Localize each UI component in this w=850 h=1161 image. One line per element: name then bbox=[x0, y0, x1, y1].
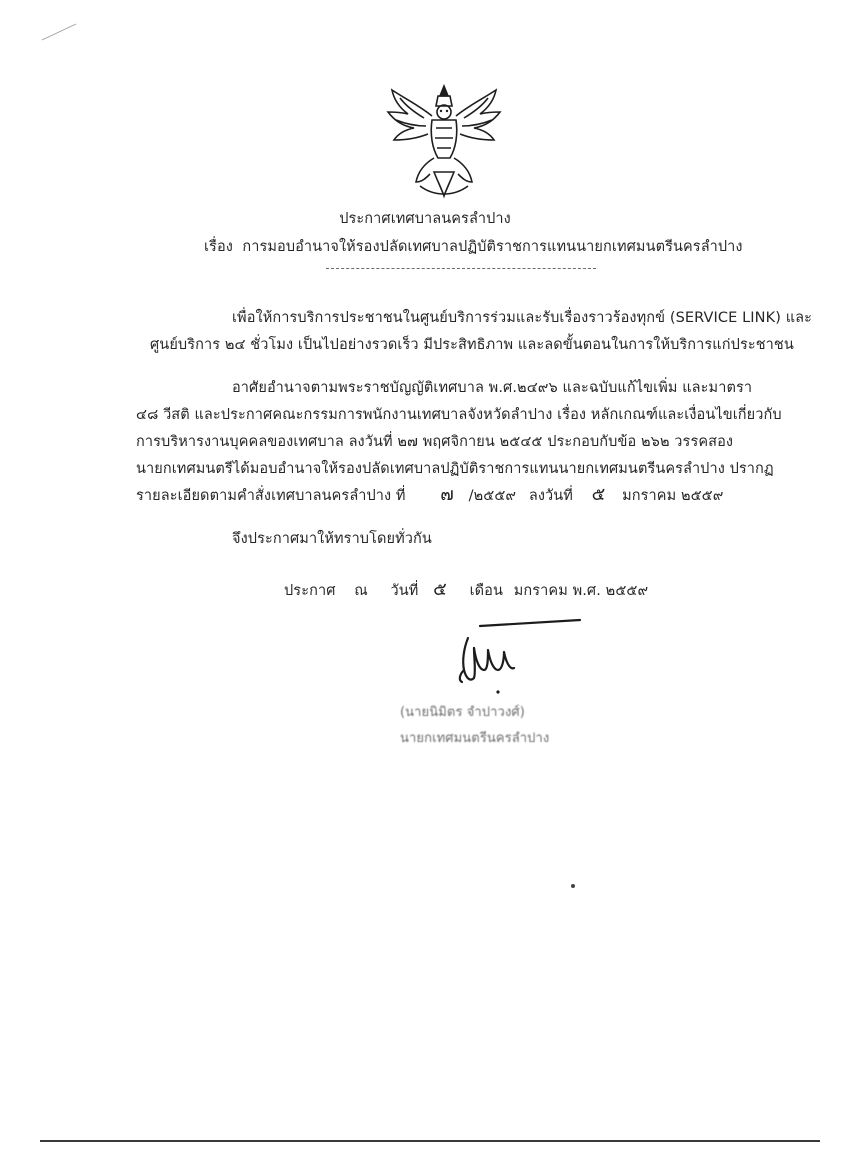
subject-text: การมอบอำนาจให้รองปลัดเทศบาลปฏิบัติราชการแทนนายกเทศมนตรีนครลำปาง bbox=[242, 239, 743, 255]
para2-line1: อาศัยอำนาจตามพระราชบัญญัติเทศบาล พ.ศ.๒๔๙๖ และฉบับแก้ไขเพิ่ม และมาตรา bbox=[232, 380, 753, 396]
scan-mark bbox=[40, 20, 80, 44]
scan-edge-line bbox=[40, 1140, 820, 1142]
announce-label: ประกาศ bbox=[284, 583, 336, 599]
scan-speck bbox=[571, 884, 575, 888]
para2-line4: นายกเทศมนตรีได้มอบอำนาจให้รองปลัดเทศบาลปฏิบัติราชการแทนนายกเทศมนตรีนครลำปาง ปรากฏ bbox=[136, 461, 774, 477]
order-year: /๒๕๕๙ bbox=[468, 488, 517, 504]
signatory-position: นายกเทศมนตรีนครลำปาง bbox=[400, 731, 550, 746]
para2-line2: ๔๘ วีสติ และประกาศคณะกรรมการพนักงานเทศบาลจังหวัดลำปาง เรื่อง หลักเกณฑ์และเงื่อนไขเกี่ยวกับ bbox=[136, 407, 782, 423]
announce-day: ๕ bbox=[433, 579, 447, 600]
announce-date-line bbox=[284, 581, 648, 600]
garuda-emblem-icon bbox=[380, 82, 508, 200]
title-divider bbox=[326, 268, 596, 269]
para3-line: จึงประกาศมาให้ทราบโดยทั่วกัน bbox=[232, 531, 432, 547]
subject-line bbox=[204, 238, 743, 256]
signatory-name: (นายนิมิตร จำปาวงศ์) bbox=[400, 705, 525, 720]
para2-line5 bbox=[136, 486, 723, 505]
announce-day-label: วันที่ bbox=[390, 583, 419, 599]
order-number: ๗ bbox=[440, 484, 454, 505]
subject-prefix: เรื่อง bbox=[204, 239, 233, 255]
document-title: ประกาศเทศบาลนครลำปาง bbox=[339, 211, 511, 227]
order-day: ๕ bbox=[591, 484, 606, 505]
order-month-year: มกราคม ๒๕๕๙ bbox=[622, 488, 724, 504]
announce-at: ณ bbox=[354, 583, 368, 599]
para2-line3: การบริหารงานบุคคลของเทศบาล ลงวันที่ ๒๗ พฤศจิกายน ๒๕๔๕ ประกอบกับข้อ ๒๖๒ วรรคสอง bbox=[136, 434, 734, 450]
handwritten-signature bbox=[440, 618, 590, 698]
para1-line1: เพื่อให้การบริการประชาชนในศูนย์บริการร่วมและรับเรื่องราวร้องทุกข์ (SERVICE LINK) และ bbox=[232, 310, 813, 326]
order-date-label: ลงวันที่ bbox=[528, 488, 573, 504]
announce-month-label: เดือน bbox=[469, 583, 504, 599]
order-reference-text: รายละเอียดตามคำสั่งเทศบาลนครลำปาง ที่ bbox=[136, 488, 406, 504]
announce-month-year: มกราคม พ.ศ. ๒๕๕๙ bbox=[513, 583, 649, 599]
para1-line2: ศูนย์บริการ ๒๔ ชั่วโมง เป็นไปอย่างรวดเร็ว มีประสิทธิภาพ และลดขั้นตอนในการให้บริการแก่ประชาชน bbox=[150, 337, 794, 353]
